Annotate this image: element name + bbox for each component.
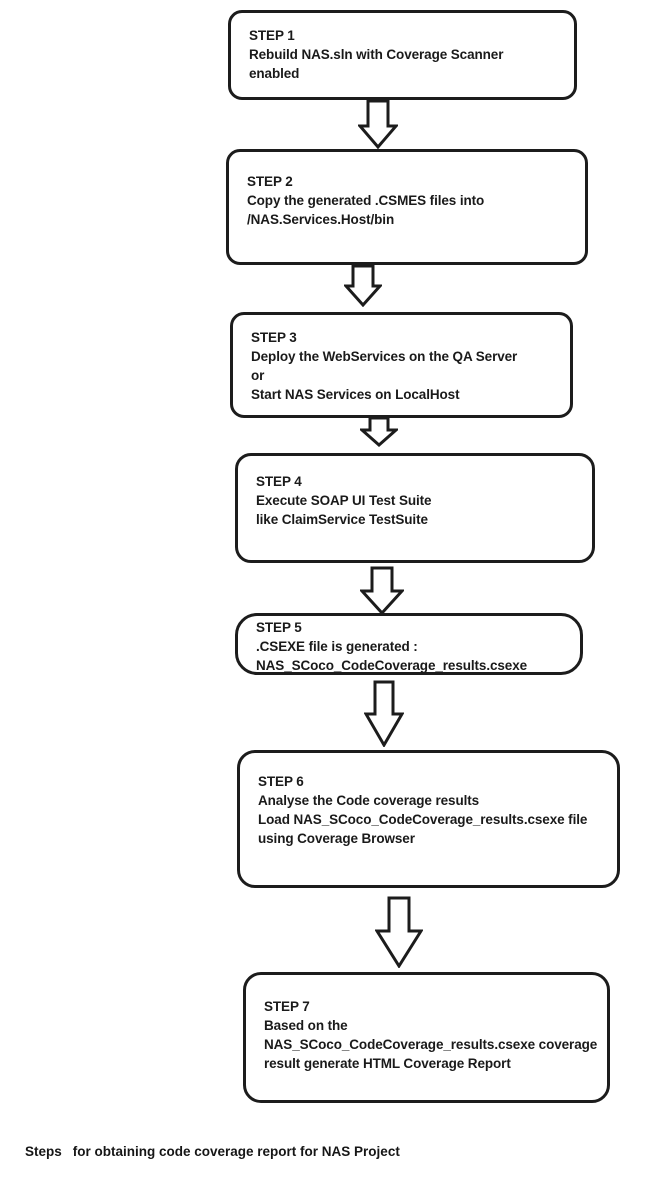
step-6-line: Analyse the Code coverage results xyxy=(258,793,480,808)
step-2-label: STEP 2 xyxy=(247,174,293,189)
down-arrow-icon xyxy=(364,680,404,747)
step-7-box xyxy=(243,972,610,1103)
step-3-line: or xyxy=(251,368,265,383)
step-6-line: Load NAS_SCoco_CodeCoverage_results.csexe file xyxy=(258,812,588,827)
step-4-line: Execute SOAP UI Test Suite xyxy=(256,493,432,508)
caption-text: for obtaining code coverage report for NAS Project xyxy=(72,1144,400,1159)
caption-prefix: Steps xyxy=(25,1144,62,1159)
step-5-line: .CSEXE file is generated : xyxy=(256,639,418,654)
step-3-box xyxy=(230,312,573,418)
down-arrow-icon xyxy=(344,264,382,307)
down-arrow-icon xyxy=(375,896,423,968)
step-4-box xyxy=(235,453,595,563)
step-7-line: result generate HTML Coverage Report xyxy=(264,1056,511,1071)
step-1-line: Rebuild NAS.sln with Coverage Scanner xyxy=(249,47,504,62)
step-3-label: STEP 3 xyxy=(251,330,297,345)
down-arrow-icon xyxy=(360,566,404,615)
step-2-line: Copy the generated .CSMES files into xyxy=(247,193,485,208)
step-6-box xyxy=(237,750,620,888)
step-3-line: Start NAS Services on LocalHost xyxy=(251,387,460,402)
step-6-line: using Coverage Browser xyxy=(258,831,415,846)
down-arrow-icon xyxy=(360,416,398,447)
step-5-label: STEP 5 xyxy=(256,620,302,635)
step-6-label: STEP 6 xyxy=(258,774,304,789)
step-1-box xyxy=(228,10,577,100)
step-7-line: Based on the xyxy=(264,1018,348,1033)
step-5-box xyxy=(235,613,583,675)
diagram-caption xyxy=(25,1144,400,1160)
down-arrow-icon xyxy=(358,99,398,149)
step-1-line: enabled xyxy=(249,66,300,81)
step-2-line: /NAS.Services.Host/bin xyxy=(247,212,395,227)
step-3-line: Deploy the WebServices on the QA Server xyxy=(251,349,518,364)
step-4-line: like ClaimService TestSuite xyxy=(256,512,428,527)
step-1-label: STEP 1 xyxy=(249,28,295,43)
step-2-box xyxy=(226,149,588,265)
step-7-line: NAS_SCoco_CodeCoverage_results.csexe coverage xyxy=(264,1037,598,1052)
step-4-label: STEP 4 xyxy=(256,474,302,489)
step-7-label: STEP 7 xyxy=(264,999,310,1014)
step-5-line: NAS_SCoco_CodeCoverage_results.csexe xyxy=(256,658,528,673)
